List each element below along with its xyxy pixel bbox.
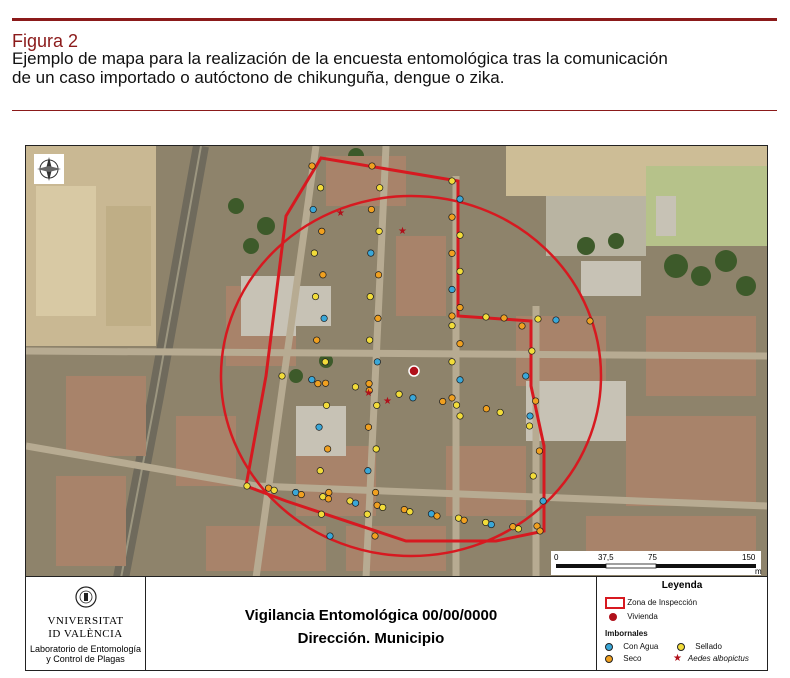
header-rule-top <box>12 18 777 21</box>
imbornal-point <box>367 293 373 299</box>
university-name-2: ID VALÈNCIA <box>48 628 123 640</box>
imbornal-point <box>309 163 315 169</box>
imbornal-point <box>488 521 494 527</box>
imbornal-point <box>368 206 374 212</box>
aedes-star-icon: ★ <box>383 396 392 407</box>
imbornal-point <box>453 402 459 408</box>
imbornal-point <box>380 504 386 510</box>
imbornal-point <box>316 424 322 430</box>
imbornal-point <box>457 196 463 202</box>
aerial-map <box>25 145 768 579</box>
imbornal-point <box>352 500 358 506</box>
imbornal-point <box>320 272 326 278</box>
imbornal-point <box>501 315 507 321</box>
imbornal-point <box>369 163 375 169</box>
legend-con-agua <box>605 642 658 651</box>
scale-tick-0: 0 <box>554 553 559 562</box>
figure-label: Figura 2 <box>12 31 79 51</box>
imbornal-point <box>372 533 378 539</box>
imbornal-point <box>440 398 446 404</box>
legend-imbornales: Imbornales <box>605 629 648 638</box>
imbornal-point <box>526 423 532 429</box>
imbornal-point <box>449 322 455 328</box>
imbornal-point <box>372 489 378 495</box>
imbornal-point <box>587 318 593 324</box>
compass-rose <box>34 154 64 184</box>
imbornal-point <box>449 178 455 184</box>
university-seal-icon <box>74 585 98 609</box>
imbornal-point <box>535 316 541 322</box>
scale-tick-2: 75 <box>648 553 657 562</box>
field-plot <box>36 186 96 316</box>
imbornal-point <box>319 228 325 234</box>
imbornal-point <box>497 409 503 415</box>
map-info-panel <box>25 576 768 671</box>
imbornal-point <box>461 517 467 523</box>
imbornal-point <box>449 250 455 256</box>
imbornal-point <box>449 214 455 220</box>
map-location: Dirección. Municipio <box>297 630 445 647</box>
imbornal-point <box>322 359 328 365</box>
imbornal-point <box>279 373 285 379</box>
map-title: Vigilancia Entomológica 00/00/0000 <box>244 607 498 624</box>
imbornal-point <box>323 402 329 408</box>
imbornal-point <box>536 448 542 454</box>
legend-vivienda <box>609 612 658 621</box>
imbornal-point <box>318 511 324 517</box>
imbornal-point <box>325 496 331 502</box>
imbornal-point <box>457 232 463 238</box>
legend-aedes-label: Aedes albopictus <box>687 654 749 663</box>
figure-caption <box>12 49 772 87</box>
legend-sellado <box>677 642 722 651</box>
imbornal-point <box>317 468 323 474</box>
legend-seco <box>605 654 641 663</box>
caption-line-2: de un caso importado o autóctono de chikunguña, dengue o zika. <box>12 68 505 87</box>
vivienda-marker <box>409 366 419 376</box>
imbornal-point <box>449 395 455 401</box>
legend-zona-label: Zona de Inspección <box>627 598 698 608</box>
legend-seco-label: Seco <box>623 654 642 663</box>
map-title-box <box>146 577 597 670</box>
imbornal-point <box>457 268 463 274</box>
legend-vivienda-label: Vivienda <box>627 612 658 621</box>
legend <box>597 577 767 670</box>
imbornal-point <box>530 473 536 479</box>
imbornal-point <box>375 272 381 278</box>
imbornal-point <box>309 376 315 382</box>
imbornal-point <box>410 395 416 401</box>
seco-dot-icon <box>605 655 613 663</box>
imbornal-point <box>365 468 371 474</box>
header-rule-bottom <box>12 110 777 111</box>
imbornal-point <box>529 348 535 354</box>
imbornal-point <box>449 286 455 292</box>
imbornal-point <box>434 513 440 519</box>
imbornal-point <box>527 413 533 419</box>
imbornal-point <box>407 509 413 515</box>
imbornal-point <box>374 402 380 408</box>
imbornal-point <box>449 313 455 319</box>
imbornal-point <box>396 391 402 397</box>
aedes-star-icon: ★ <box>336 208 345 219</box>
imbornal-point <box>457 340 463 346</box>
scale-tick-3: 150 <box>742 553 756 562</box>
legend-zona <box>605 597 697 609</box>
legend-aedes <box>673 653 749 664</box>
imbornal-point <box>366 380 372 386</box>
map-canvas <box>26 146 767 578</box>
aedes-star-icon: ★ <box>398 226 407 237</box>
imbornal-point <box>298 491 304 497</box>
aedes-star-icon: ★ <box>673 653 682 664</box>
imbornal-point <box>483 406 489 412</box>
imbornal-point <box>483 314 489 320</box>
scale-tick-1: 37,5 <box>598 553 614 562</box>
imbornal-point <box>364 511 370 517</box>
imbornal-point <box>322 380 328 386</box>
imbornal-point <box>315 380 321 386</box>
imbornal-point <box>373 446 379 452</box>
scale-bar <box>551 551 762 576</box>
plaza <box>546 196 646 256</box>
sellado-dot-icon <box>677 643 685 651</box>
imbornal-point <box>540 498 546 504</box>
imbornal-point <box>317 185 323 191</box>
imbornal-point <box>515 526 521 532</box>
imbornal-point <box>457 413 463 419</box>
lab-name-1: Laboratorio de Entomología <box>29 644 142 654</box>
imbornal-point <box>244 483 250 489</box>
imbornal-point <box>457 377 463 383</box>
imbornal-point <box>365 424 371 430</box>
imbornal-point <box>312 293 318 299</box>
imbornal-point <box>366 337 372 343</box>
aedes-star-icon: ★ <box>364 388 373 399</box>
imbornal-point <box>449 359 455 365</box>
con-agua-dot-icon <box>605 643 613 651</box>
imbornal-point <box>326 489 332 495</box>
imbornal-point <box>457 304 463 310</box>
lab-name-2: y Control de Plagas <box>46 654 125 664</box>
imbornal-point <box>368 250 374 256</box>
scale-unit: m <box>755 567 762 576</box>
imbornal-point <box>324 446 330 452</box>
imbornal-point <box>271 487 277 493</box>
university-name-1: VNIVERSITAT <box>47 615 124 627</box>
imbornal-point <box>519 323 525 329</box>
imbornal-point <box>532 398 538 404</box>
imbornal-point <box>327 533 333 539</box>
imbornal-point <box>377 185 383 191</box>
imbornal-point <box>553 317 559 323</box>
legend-con-agua-label: Con Agua <box>623 642 659 651</box>
field-plot <box>106 206 151 326</box>
imbornal-point <box>321 315 327 321</box>
imbornal-point <box>523 373 529 379</box>
legend-sellado-label: Sellado <box>695 642 722 651</box>
imbornal-point <box>314 337 320 343</box>
caption-line-1: Ejemplo de mapa para la realización de la encuesta entomológica tras la comunicación <box>12 49 668 68</box>
zona-swatch-icon <box>605 597 625 609</box>
institution-box <box>26 577 146 670</box>
vivienda-dot-icon <box>609 613 617 621</box>
imbornal-point <box>310 206 316 212</box>
imbornal-point <box>374 359 380 365</box>
imbornal-point <box>375 315 381 321</box>
imbornal-point <box>311 250 317 256</box>
legend-title: Leyenda <box>661 580 703 591</box>
imbornal-point <box>352 384 358 390</box>
imbornal-point <box>376 228 382 234</box>
imbornal-point <box>537 528 543 534</box>
